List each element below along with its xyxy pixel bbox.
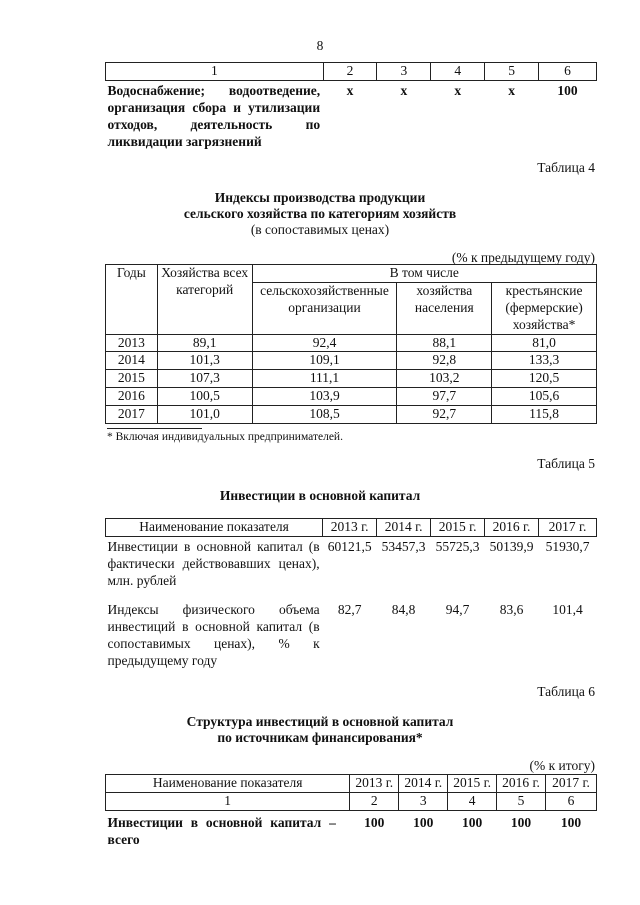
cell-value: x bbox=[454, 82, 462, 98]
table-row bbox=[106, 370, 597, 388]
cell-value: 100 bbox=[462, 814, 483, 830]
cell-year: 2017 bbox=[106, 406, 158, 424]
table-title: по источникам финансирования* bbox=[217, 730, 423, 745]
cell-value: 101,0 bbox=[157, 406, 252, 424]
col-number: 6 bbox=[546, 792, 597, 810]
cell-year: 2014 bbox=[106, 352, 158, 370]
cell-value: x bbox=[346, 82, 354, 98]
table-subtitle: (в сопоставимых ценах) bbox=[250, 222, 390, 237]
table-title: сельского хозяйства по категориям хозяйств bbox=[183, 206, 457, 221]
table6 bbox=[105, 774, 597, 849]
col-number: 5 bbox=[497, 792, 546, 810]
col-number: 4 bbox=[431, 63, 485, 81]
cell-value: 120,5 bbox=[492, 370, 597, 388]
col-number: 5 bbox=[485, 63, 539, 81]
cell-value: 55725,3 bbox=[435, 538, 480, 554]
footnote-rule bbox=[107, 428, 202, 429]
cell-value: 105,6 bbox=[492, 388, 597, 406]
table4 bbox=[105, 264, 597, 424]
table-title: Индексы производства продукции bbox=[214, 190, 426, 205]
header-year: 2013 г. bbox=[350, 775, 399, 793]
cell-value: 111,1 bbox=[252, 370, 397, 388]
table-unit: (% к итогу) bbox=[529, 758, 595, 773]
cell-value: 81,0 bbox=[492, 334, 597, 352]
cell-value: 92,7 bbox=[397, 406, 492, 424]
cell-value: 100 bbox=[413, 814, 434, 830]
header-indicator: Наименование показателя bbox=[106, 775, 350, 793]
header-year: 2014 г. bbox=[377, 519, 431, 537]
col-number: 3 bbox=[399, 792, 448, 810]
header-farms: крестьянские (фермерские) хозяйства* bbox=[492, 282, 597, 334]
footnote: * Включая индивидуальных предпринимателей. bbox=[107, 431, 343, 443]
cell-year: 2013 bbox=[106, 334, 158, 352]
header-year: 2017 г. bbox=[539, 519, 597, 537]
table-title: Инвестиции в основной капитал bbox=[219, 488, 421, 503]
cell-value: 107,3 bbox=[157, 370, 252, 388]
col-number: 2 bbox=[323, 63, 377, 81]
cell-value: 100,5 bbox=[157, 388, 252, 406]
cell-value: 100 bbox=[557, 82, 578, 98]
header-all: Хозяйства всех категорий bbox=[157, 265, 252, 335]
cell-value: 100 bbox=[560, 814, 582, 830]
cell-value: 108,5 bbox=[252, 406, 397, 424]
col-number: 1 bbox=[106, 63, 324, 81]
header-including: В том числе bbox=[252, 265, 596, 283]
header-year: 2015 г. bbox=[448, 775, 497, 793]
cell-value: 133,3 bbox=[492, 352, 597, 370]
header-households: хозяйства населения bbox=[397, 282, 492, 334]
cell-value: 50139,9 bbox=[489, 538, 534, 554]
header-years: Годы bbox=[106, 265, 158, 335]
row-label: Инвестиции в основной капитал (в фактически действовавших ценах), млн. рублей bbox=[107, 538, 320, 588]
cell-value: 83,6 bbox=[499, 602, 524, 618]
cell-value: 100 bbox=[510, 814, 532, 830]
cell-value: 92,8 bbox=[397, 352, 492, 370]
table-row bbox=[106, 810, 597, 848]
cell-value: 103,9 bbox=[252, 388, 397, 406]
page-number: 8 bbox=[316, 38, 324, 53]
cell-value: 97,7 bbox=[397, 388, 492, 406]
col-number: 2 bbox=[350, 792, 399, 810]
row-label: Индексы физического объема инвестиций в основной капитал (в сопоставимых ценах), % к предыдущему году bbox=[107, 602, 320, 668]
table-label: Таблица 6 bbox=[537, 684, 595, 699]
top-table bbox=[105, 62, 597, 150]
table-row bbox=[106, 600, 597, 670]
cell-value: 109,1 bbox=[252, 352, 397, 370]
cell-year: 2015 bbox=[106, 370, 158, 388]
cell-value: 103,2 bbox=[397, 370, 492, 388]
cell-value: 101,3 bbox=[157, 352, 252, 370]
table-row bbox=[106, 388, 597, 406]
cell-value: 60121,5 bbox=[327, 538, 372, 554]
cell-value: 100 bbox=[364, 814, 385, 830]
cell-value: 53457,3 bbox=[381, 538, 426, 554]
cell-value: 89,1 bbox=[157, 334, 252, 352]
table-label: Таблица 5 bbox=[537, 456, 595, 471]
header-year: 2013 г. bbox=[323, 519, 377, 537]
row-label: Водоснабжение; водоотведение, организация сбора и утилизации отходов, деятельность по ликвидации загрязнений bbox=[107, 82, 321, 149]
header-year: 2014 г. bbox=[399, 775, 448, 793]
table-label: Таблица 4 bbox=[537, 160, 595, 175]
table-row bbox=[106, 334, 597, 352]
table-row bbox=[106, 352, 597, 370]
cell-value: 88,1 bbox=[397, 334, 492, 352]
table-title: Структура инвестиций в основной капитал bbox=[186, 714, 454, 729]
col-number: 1 bbox=[106, 792, 350, 810]
cell-value: 92,4 bbox=[252, 334, 397, 352]
header-agri-org: сельскохозяйственные организации bbox=[252, 282, 397, 334]
header-year: 2016 г. bbox=[497, 775, 546, 793]
header-indicator: Наименование показателя bbox=[106, 519, 323, 537]
table-unit: (% к предыдущему году) bbox=[451, 250, 595, 265]
table5 bbox=[105, 518, 597, 670]
row-label: Инвестиции в основной капитал – всего bbox=[107, 814, 336, 847]
table-row bbox=[106, 406, 597, 424]
cell-value: 84,8 bbox=[391, 602, 416, 618]
cell-year: 2016 bbox=[106, 388, 158, 406]
header-year: 2017 г. bbox=[546, 775, 597, 793]
col-number: 4 bbox=[448, 792, 497, 810]
header-year: 2016 г. bbox=[485, 519, 539, 537]
cell-value: 82,7 bbox=[337, 602, 362, 618]
col-number: 3 bbox=[377, 63, 431, 81]
cell-value: 101,4 bbox=[552, 602, 583, 618]
cell-value: 94,7 bbox=[445, 602, 470, 618]
cell-value: x bbox=[508, 82, 515, 98]
cell-value: 115,8 bbox=[492, 406, 597, 424]
col-number: 6 bbox=[539, 63, 597, 81]
cell-value: 51930,7 bbox=[545, 538, 590, 554]
cell-value: x bbox=[400, 82, 408, 98]
header-year: 2015 г. bbox=[431, 519, 485, 537]
table-row bbox=[106, 536, 597, 600]
